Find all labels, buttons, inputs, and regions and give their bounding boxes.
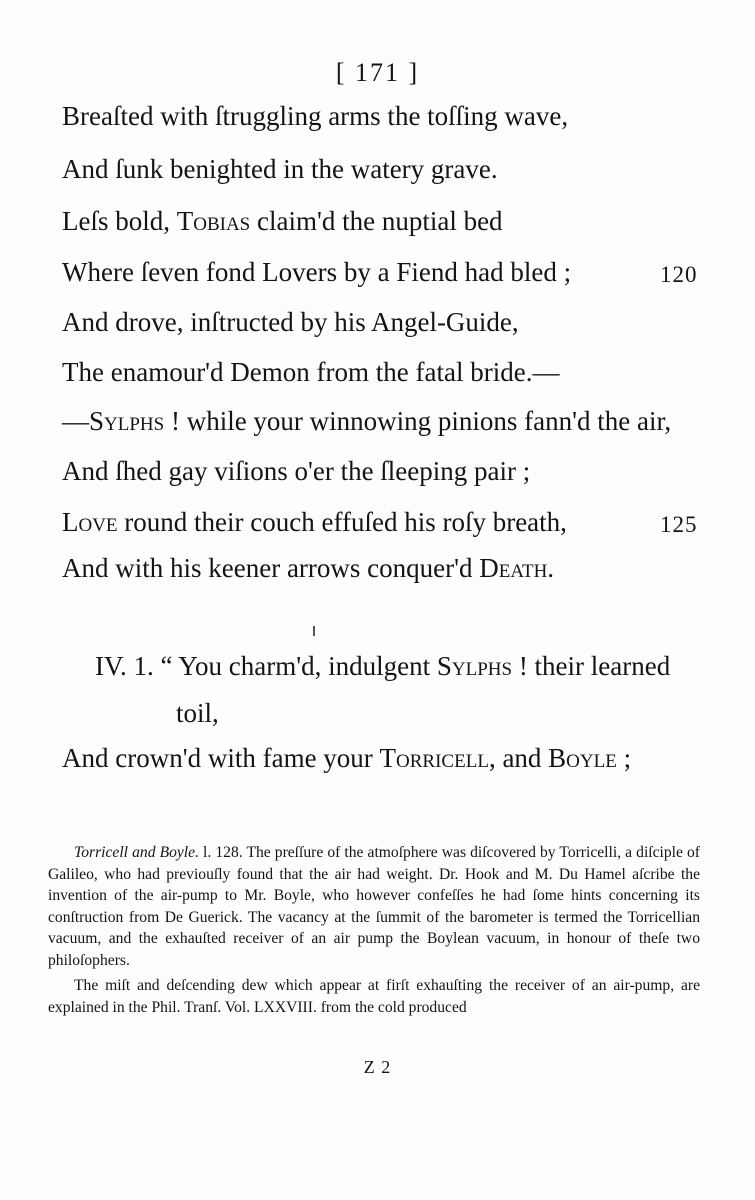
line-number-120: 120: [660, 262, 698, 287]
verse-line-7: [62, 405, 671, 437]
footnote-paragraph-1: [48, 842, 700, 971]
name-sylphs: Sylphs: [89, 406, 165, 436]
verse-text: , and: [488, 743, 549, 773]
verse-line-9: [62, 506, 567, 538]
footnote: [48, 842, 700, 1018]
verse-text: ;: [616, 743, 632, 773]
verse-line-4: Where ſeven fond Lovers by a Fiend had bled ;: [62, 257, 572, 287]
verse-line-10: [62, 552, 554, 584]
name-death: Death: [479, 553, 548, 583]
footnote-title: Torricell and Boyle.: [74, 844, 199, 861]
verse-text: claim'd the nuptial bed: [250, 206, 503, 236]
verse-text: ! their learned: [512, 651, 671, 681]
verse-text: —: [62, 406, 89, 436]
verse-text: And crown'd with fame your: [62, 743, 380, 773]
verse-text: round their couch effuſed his roſy breath,: [117, 507, 567, 537]
footnote-text: l. 128. The preſſure of the atmoſphere was diſcovered by Torricelli, a diſciple of Galileo, who had previouſly found that the air had weight. Dr. Hook and M. Du Hamel aſcribe the invention of the air-pump to Mr. Boyle, who however confeſſes he had ſome hints concerning its conſtruction from De Guerick. The vacancy at the ſummit of the barometer is termed the Torricellian vacuum, and the exhauſted receiver of an air pump the Boylean vacuum, in honour of theſe two philoſophers.: [48, 844, 700, 969]
verse-text: ! while your winnowing pinions fann'd the air,: [164, 406, 672, 436]
name-sylphs: Sylphs: [436, 651, 513, 681]
verse-text: Leſs bold,: [62, 206, 177, 236]
section-line-2: [62, 742, 631, 774]
name-boyle: Boyle: [548, 743, 617, 773]
verse-line-5: And drove, inſtructed by his Angel-Guide,: [62, 307, 519, 337]
verse-line-6: The enamour'd Demon from the fatal bride.—: [62, 357, 560, 387]
verse-text: IV. 1. “ You charm'd, indulgent: [95, 651, 437, 681]
verse-text: .: [547, 553, 555, 583]
name-tobias: Tobias: [176, 206, 251, 236]
section-mark: [313, 626, 315, 636]
footnote-paragraph-2: The miſt and deſcending dew which appear at firſt exhauſting the receiver of an air-pump, are explained in the Phil. Tranſ. Vol. LXXVIII. from the cold produced: [48, 977, 700, 1016]
verse-line-2: And ſunk benighted in the watery grave.: [62, 154, 498, 184]
verse-text: And with his keener arrows conquer'd: [62, 553, 480, 583]
verse-line-1: Breaſted with ſtruggling arms the toſſing wave,: [62, 101, 569, 131]
name-torricell: Torricell: [379, 743, 489, 773]
verse-line-3: [62, 205, 503, 237]
section-line-1: [95, 650, 670, 682]
name-love: Love: [62, 507, 118, 537]
line-number-125: 125: [660, 512, 698, 537]
page-number: [ 171 ]: [335, 58, 420, 87]
section-line-1-cont: toil,: [176, 698, 219, 728]
signature-mark: Z 2: [363, 1057, 392, 1077]
verse-line-8: And ſhed gay viſions o'er the ſleeping pair ;: [62, 456, 531, 486]
